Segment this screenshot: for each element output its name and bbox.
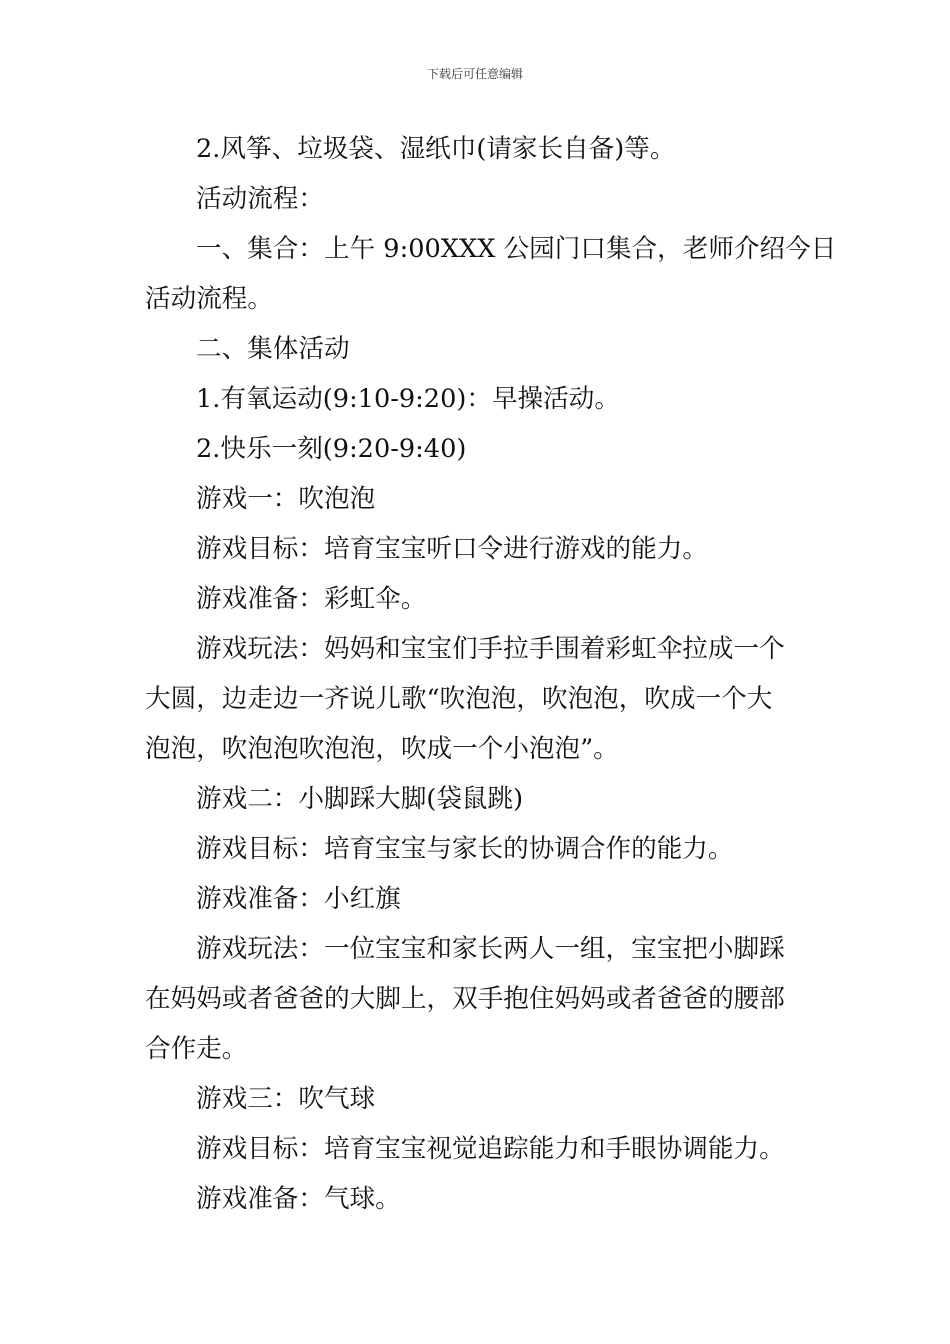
game-one-play: 游戏玩法：妈妈和宝宝们手拉手围着彩虹伞拉成一个: [196, 634, 785, 664]
game-one-goal: 游戏目标：培育宝宝听口令进行游戏的能力。: [196, 534, 708, 564]
game-two-play-cont-2: 合作走。: [145, 1034, 248, 1064]
heading-group-activity: 二、集体活动: [196, 334, 350, 364]
game-two-prep: 游戏准备：小红旗: [196, 884, 401, 914]
game-two-play-cont-1: 在妈妈或者爸爸的大脚上，双手抱住妈妈或者爸爸的腰部: [145, 984, 785, 1014]
game-three-prep: 游戏准备：气球。: [196, 1184, 401, 1214]
game-three-goal: 游戏目标：培育宝宝视觉追踪能力和手眼协调能力。: [196, 1134, 785, 1164]
paragraph-aerobic: 1.有氧运动(9:10-9:20)：早操活动。: [196, 384, 620, 414]
paragraph-gather-cont: 活动流程。: [145, 284, 273, 314]
heading-game-one: 游戏一：吹泡泡: [196, 484, 376, 514]
paragraph-gather: 一、集合：上午 9:00XXX 公园门口集合，老师介绍今日: [196, 234, 837, 264]
page-header: 下载后可任意编辑: [426, 67, 523, 81]
game-one-prep: 游戏准备：彩虹伞。: [196, 584, 427, 614]
heading-game-two: 游戏二：小脚踩大脚(袋鼠跳): [196, 784, 524, 814]
heading-activity-flow: 活动流程：: [196, 184, 324, 214]
document-body: [145, 124, 837, 1224]
game-one-play-cont-2: 泡泡，吹泡泡吹泡泡，吹成一个小泡泡”。: [145, 734, 619, 764]
paragraph-materials: 2.风筝、垃圾袋、湿纸巾(请家长自备)等。: [196, 134, 676, 164]
game-two-play: 游戏玩法：一位宝宝和家长两人一组，宝宝把小脚踩: [196, 934, 785, 964]
game-two-goal: 游戏目标：培育宝宝与家长的协调合作的能力。: [196, 834, 734, 864]
paragraph-happy-moment: 2.快乐一刻(9:20-9:40): [196, 434, 467, 464]
game-one-play-cont-1: 大圆，边走边一齐说儿歌“吹泡泡，吹泡泡，吹成一个大: [145, 684, 773, 714]
heading-game-three: 游戏三：吹气球: [196, 1084, 376, 1114]
